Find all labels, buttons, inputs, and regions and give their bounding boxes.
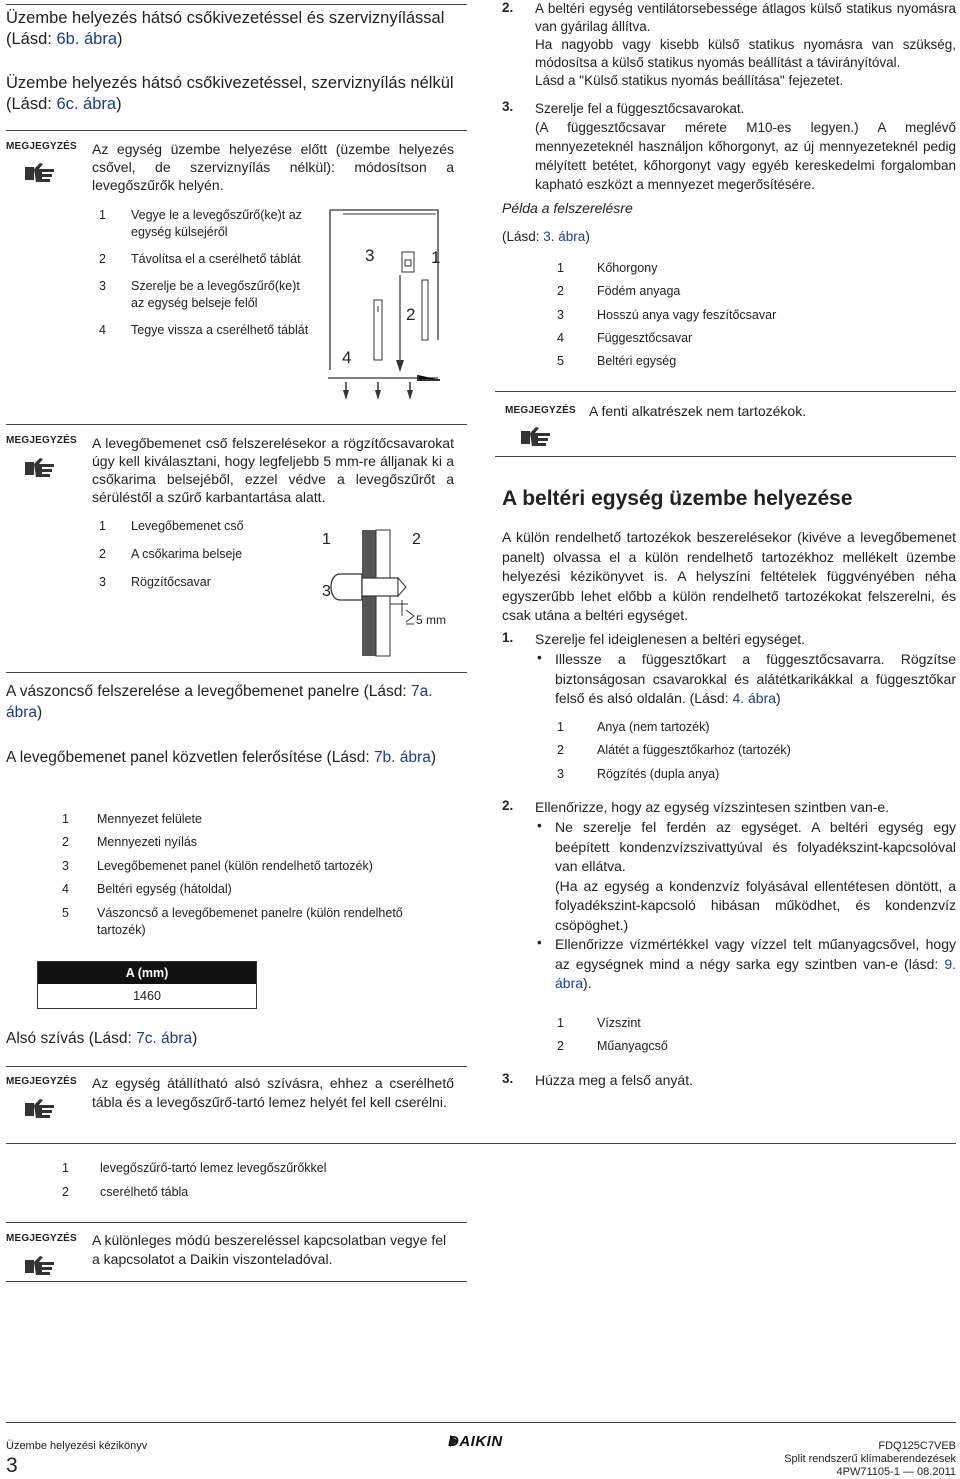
step3b-text: Húzza meg a felső anyát. [535,1072,693,1088]
filter-figure [318,200,468,415]
fig1-label-1: 1 [431,248,441,267]
section-title: A beltéri egység üzembe helyezése [502,487,853,510]
fig2-dimension: 5 mm [416,613,446,627]
step1-bullet: Illessze a függesztőkart a függesztőcsavarra. Rögzítse biztonságosan csavarokkal és alátétkarikákkal a függesztőkar felső és alsó oldalán. (Lásd: 4. ábra) [555,651,956,706]
step-number: 2. [502,798,514,813]
heading-back-service: Üzembe helyezés hátsó csőkivezetéssel és szerviznyílással (Lásd: 6b. ábra) [6,9,445,48]
figure-link[interactable]: 7b. ábra [373,749,431,766]
table-cell: 1460 [133,989,161,1003]
heading-canvas-duct: A vászoncső felszerelése a levegőbemenet panelre (Lásd: 7a. ábra) [6,683,433,721]
note-hand-icon [24,455,58,479]
example-items-list: 1 Kőhorgony 2 Födém anyaga 3 Hosszú anya vagy feszítőcsavar 4 Függesztőcsavar 5 Beltéri egység [557,261,777,368]
heading-bottom-suction: Alsó szívás (Lásd: 7c. ábra) [6,1030,198,1047]
pipe-flange-figure [310,520,468,660]
pipe-items-list: 1 Levegőbemenet cső 2 A csőkarima belseje 3 Rögzítőcsavar [99,519,244,589]
daikin-logo [448,1433,520,1449]
fig1-label-2: 2 [406,305,416,324]
step1-text: Szerelje fel ideiglenesen a beltéri egységet. [535,631,806,647]
note-hand-icon [24,1096,58,1120]
note-hand-icon [24,1253,58,1277]
table-header: A (mm) [38,962,256,984]
full-items-list: 1 levegőszűrő-tartó lemez levegőszűrőkkel 2 cserélhető tábla [62,1161,327,1199]
step-number: 3. [502,99,514,114]
note-label: MEGJEGYZÉS [6,1076,77,1087]
step2b-bullet1: Ne szerelje fel ferdén az egységet. A beltéri egység egy beépített kondenzvízszivattyúval és folyadékszint-kapcsolóval van ellátva. (Ha az egység a kondenzvíz folyásával ellentétesen döntött, a folyadékszint-kapcsoló hibásan működhet, és kondenzvíz csöpöghet.) [555,819,956,933]
note-text: A levegőbemenet cső felszerelésekor a rögzítőcsavarokat úgy kell kiválasztani, hogy legfeljebb 5 mm-re álljanak ki a csőkarima belsejéből, ezzel védve a levegőszűrőt a sérüléstől a szűrő karbantartása alatt. [92,435,454,505]
footer-title: Üzembe helyezési kézikönyv [6,1440,148,1452]
dimension-table [37,961,257,1009]
note-hand-icon [24,160,58,184]
step-number: 3. [502,1071,514,1086]
note-label: MEGJEGYZÉS [6,1233,77,1244]
note-hand-icon [520,424,554,448]
fig1-label-3: 3 [365,246,375,265]
note-label: MEGJEGYZÉS [505,405,576,416]
figure-link[interactable]: 9. ábra [555,955,956,991]
footer-doc-code: 4PW71105-1 — 08.2011 [836,1466,956,1478]
note-label: MEGJEGYZÉS [6,435,77,446]
fig2-label-1: 1 [322,531,331,548]
figure-link[interactable]: 7c. ábra [136,1030,193,1047]
example-label: Példa a felszerelésre [502,200,633,216]
note-text: Az egység üzembe helyezése előtt (üzembe helyezés csővel, de szerviznyílás nélkül): módosítson a levegőszűrők helyén. [92,141,454,193]
step2b-bullet2: Ellenőrizze vízmértékkel vagy vízzel telt műanyagcsővel, hogy az egységnek mind a négy sarka egy szintben van-e (lásd: 9. ábra). [555,936,956,991]
step2b-text: Ellenőrizze, hogy az egység vízszintesen szintben van-e. [535,799,890,815]
page-number: 3 [6,1454,18,1477]
s2-items-list: 1 Vízszint 2 Műanyagcső [557,1016,668,1053]
note-text: A fenti alkatrészek nem tartozékok. [589,403,807,419]
note-text: Az egység átállítható alsó szívásra, ehhez a cserélhető tábla és a levegőszűrő-tartó lemez helyét fel kell cserélni. [92,1075,454,1110]
fig2-label-3: 3 [322,583,331,600]
bullet: • [537,650,542,665]
heading-direct-mount: A levegőbemenet panel közvetlen felerősítése (Lásd: 7b. ábra) [6,749,436,766]
note-label: MEGJEGYZÉS [6,141,77,152]
bullet: • [537,818,542,833]
step2-text: A beltéri egység ventilátorsebessége átlagos külső statikus nyomásra van gyárilag állítva. Ha nagyobb vagy kisebb külső statikus nyomásra van szükség, módosítsa a külső statikus nyomás beállítást a távirányítóval. Lásd a "Külső statikus nyomás beállítása" fejezetet. [535,1,956,88]
heading-back-no-service: Üzembe helyezés hátsó csőkivezetéssel, szerviznyílás nélkül (Lásd: 6c. ábra) [6,74,454,113]
figure-link[interactable]: 7a. ábra [6,683,433,721]
step3-text: Szerelje fel a függesztőcsavarokat. (A függesztőcsavar mérete M10-es legyen.) A meglévő mennyezeteknél használjon kőhorgonyt, az új mennyezeteknél pedig mélyített betétet, kőhorgonyt vagy egyéb kereskedelmi forgalomban kapható eszközt a mennyezet megerősítésére. [535,101,956,192]
step-number: 2. [502,0,514,15]
figure-link[interactable]: 3. ábra [543,229,586,244]
filter-steps-list: 1 Vegye le a levegőszűrő(ke)t az egység külsejéről 2 Távolítsa el a cserélhető táblát 3 Szerelje be a levegőszűrő(ke)t az egység belseje felől 4 Tegye vissza a cserélhető táblát [99,208,309,337]
figure-link[interactable]: 6b. ábra [56,30,117,48]
figure-link[interactable]: 6c. ábra [56,95,117,113]
footer-model: FDQ125C7VEB [878,1440,956,1452]
section-intro: A külön rendelhető tartozékok beszerelésekor (kivéve a levegőbemenet panelt) olvassa el a külön rendelhető tartozékhoz mellékelt üzembe helyezési kézikönyvet is. A helyszíni feltételek függvényében néha egyszerűbb lehet előbb a külön rendelhető tartozékokat felszerelni, és csak utána a beltéri egységet. [502,529,956,623]
figure-link[interactable]: 4. ábra [732,690,777,706]
fig2-label-2: 2 [412,531,421,548]
note-text: A különleges módú beszereléssel kapcsolatban vegye fel a kapcsolatot a Daikin viszonteladóval. [92,1232,447,1267]
s1-items-list: 1 Anya (nem tartozék) 2 Alátét a függesztőkarhoz (tartozék) 3 Rögzítés (dupla anya) [557,720,791,781]
fig1-label-4: 4 [342,348,352,367]
bullet: • [537,935,542,950]
footer-subtitle: Split rendszerű klímaberendezések [784,1453,956,1465]
step-number: 1. [502,630,514,645]
brand-name: DAIKIN [448,1433,503,1450]
panel-items-list: 1 Mennyezet felülete 2 Mennyezeti nyílás 3 Levegőbemenet panel (külön rendelhető tartozék) 4 Beltéri egység (hátoldal) 5 Vászoncső a levegőbemenet panelre (külön rendelhető tartozék) [62,812,403,937]
example-ref: (Lásd: 3. ábra) [502,229,590,244]
